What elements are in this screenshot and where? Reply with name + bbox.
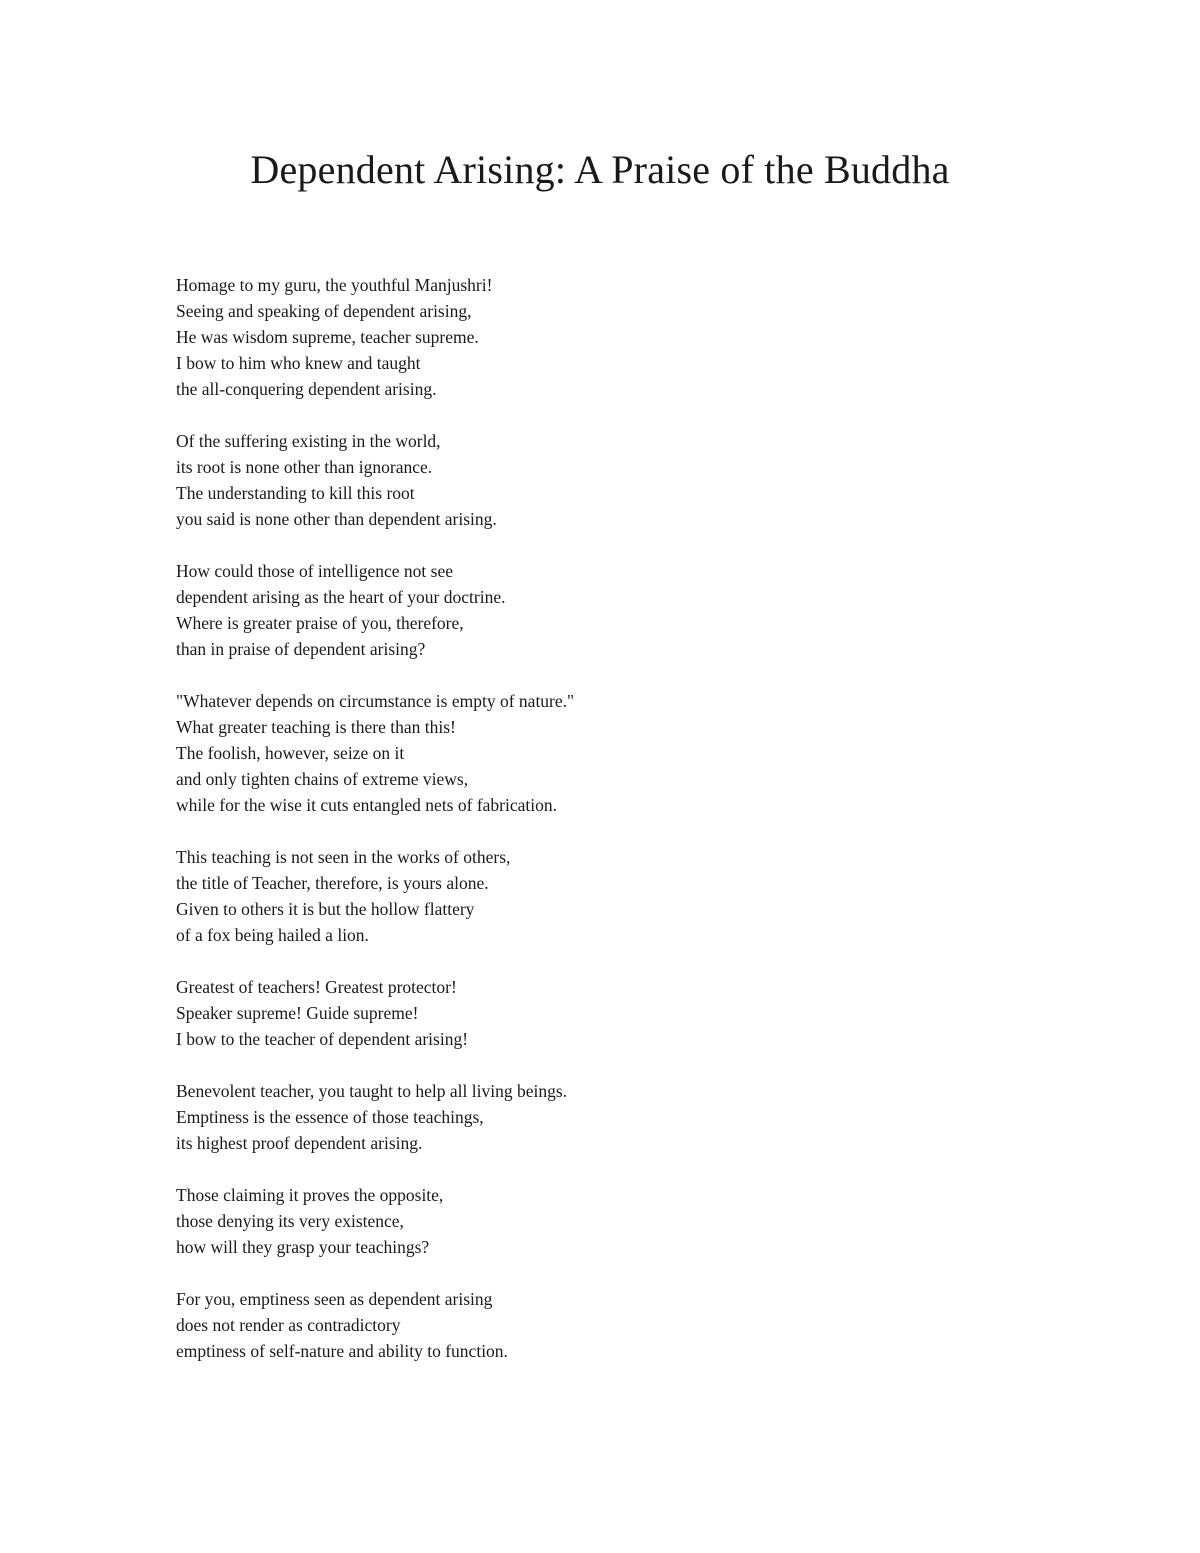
poem-line: Of the suffering existing in the world,: [176, 431, 441, 451]
poem-line: For you, emptiness seen as dependent arising: [176, 1289, 493, 1309]
poem-line: its highest proof dependent arising.: [176, 1133, 423, 1153]
stanza: [176, 272, 1076, 402]
stanza: [176, 1078, 1076, 1156]
stanza: [176, 1182, 1076, 1260]
poem-line: Homage to my guru, the youthful Manjushri!: [176, 275, 493, 295]
poem-line: the title of Teacher, therefore, is yours alone.: [176, 873, 489, 893]
stanza: [176, 688, 1076, 818]
poem-line: of a fox being hailed a lion.: [176, 925, 369, 945]
poem-line: This teaching is not seen in the works of others,: [176, 847, 511, 867]
poem-line: and only tighten chains of extreme views,: [176, 769, 469, 789]
poem-line: What greater teaching is there than this!: [176, 717, 456, 737]
stanza: [176, 428, 1076, 532]
poem-line: Given to others it is but the hollow flattery: [176, 899, 475, 919]
poem-line: I bow to the teacher of dependent arising!: [176, 1029, 469, 1049]
poem-line: how will they grasp your teachings?: [176, 1237, 430, 1257]
poem-line: Emptiness is the essence of those teachings,: [176, 1107, 484, 1127]
poem-line: does not render as contradictory: [176, 1315, 401, 1335]
poem-line: Seeing and speaking of dependent arising,: [176, 301, 472, 321]
poem-line: you said is none other than dependent arising.: [176, 509, 497, 529]
poem-line: The foolish, however, seize on it: [176, 743, 405, 763]
document-title: Dependent Arising: A Praise of the Buddha: [250, 147, 950, 192]
poem-line: Benevolent teacher, you taught to help all living beings.: [176, 1081, 568, 1101]
poem-line: Those claiming it proves the opposite,: [176, 1185, 444, 1205]
poem-line: The understanding to kill this root: [176, 483, 415, 503]
poem-line: its root is none other than ignorance.: [176, 457, 433, 477]
stanza: [176, 844, 1076, 948]
poem-line: "Whatever depends on circumstance is empty of nature.": [176, 691, 575, 711]
stanza: [176, 974, 1076, 1052]
poem-line: Greatest of teachers! Greatest protector!: [176, 977, 457, 997]
poem-body: [176, 272, 1076, 1390]
stanza: [176, 558, 1076, 662]
poem-line: those denying its very existence,: [176, 1211, 404, 1231]
poem-line: I bow to him who knew and taught: [176, 353, 421, 373]
poem-line: than in praise of dependent arising?: [176, 639, 426, 659]
poem-line: He was wisdom supreme, teacher supreme.: [176, 327, 479, 347]
poem-line: dependent arising as the heart of your doctrine.: [176, 587, 506, 607]
poem-line: emptiness of self-nature and ability to function.: [176, 1341, 508, 1361]
stanza: [176, 1286, 1076, 1364]
poem-line: Where is greater praise of you, therefore,: [176, 613, 464, 633]
poem-line: the all-conquering dependent arising.: [176, 379, 437, 399]
poem-line: while for the wise it cuts entangled nets of fabrication.: [176, 795, 557, 815]
poem-line: How could those of intelligence not see: [176, 561, 454, 581]
poem-line: Speaker supreme! Guide supreme!: [176, 1003, 419, 1023]
